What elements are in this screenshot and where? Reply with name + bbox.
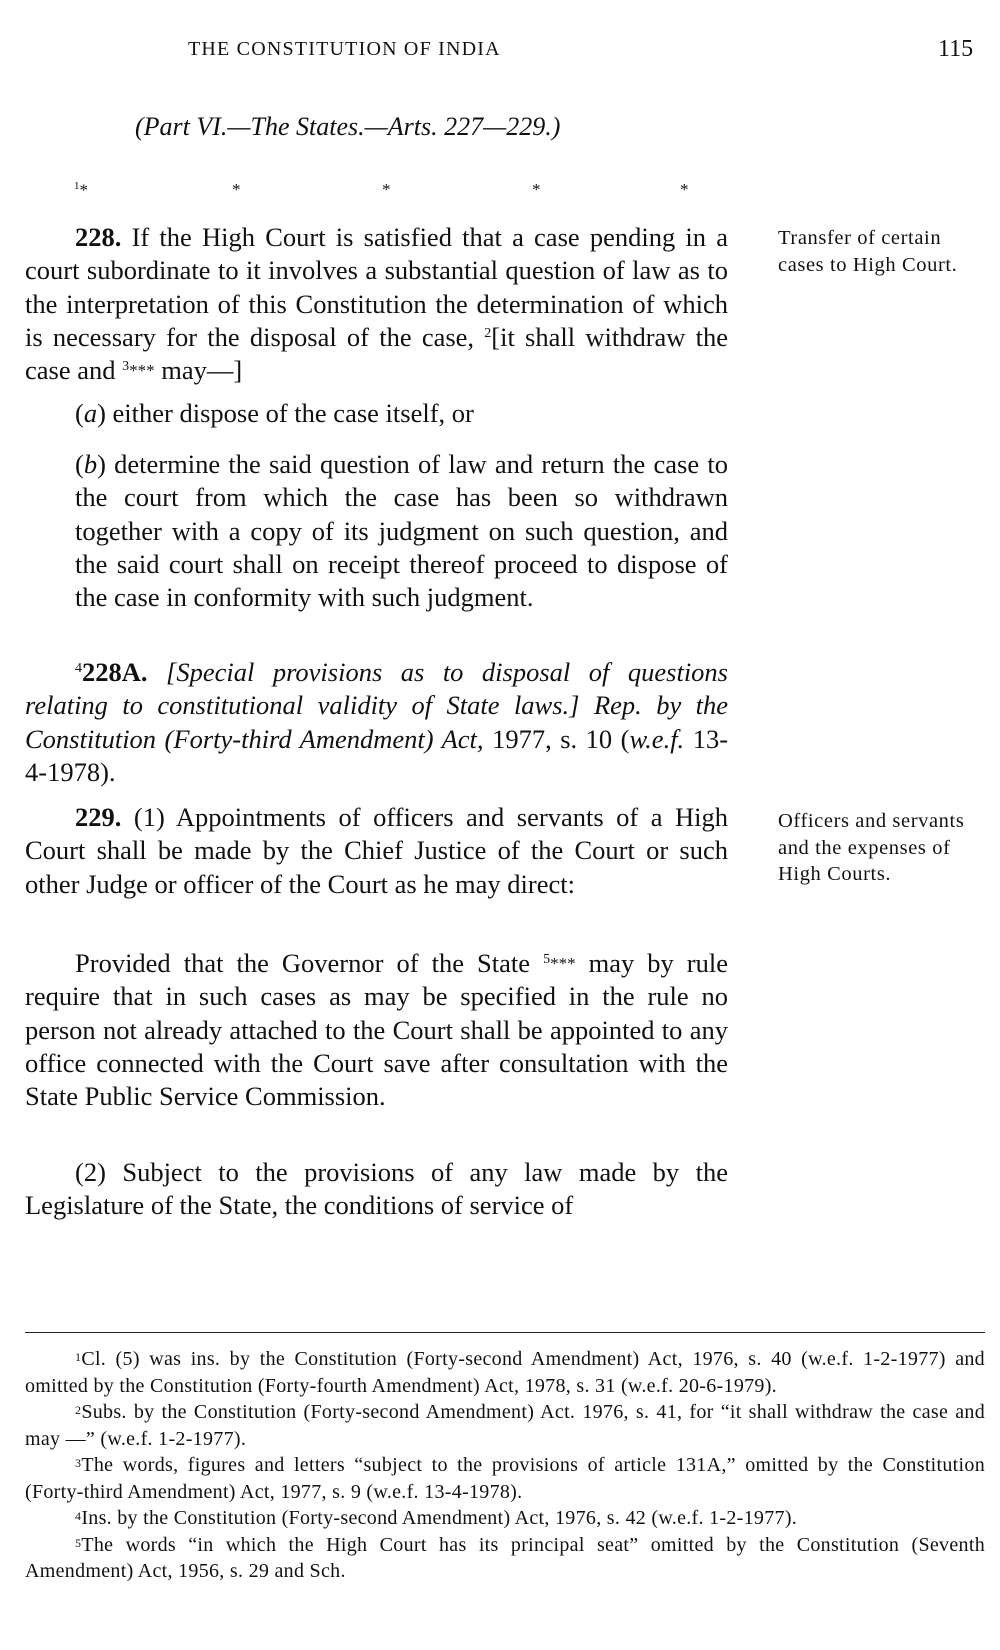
clause-label: a (83, 398, 98, 428)
clause-1-text: (1) Appointments of officers and servants of a High Court shall be made by the Chief Justice of the Court or such other Judge or officer of the Court as he may direct: (25, 802, 729, 899)
article-228a-repeal: Rep. by the Constitution (Forty-third Amendment) Act, (25, 690, 729, 754)
footnote-ref-5: 5 (543, 952, 551, 967)
article-229-clause-1 (25, 801, 728, 901)
wef: w.e.f. (629, 723, 685, 754)
footnote-number: 4 (75, 1509, 82, 1523)
proviso-end: may by rule require that in such cases as may be specified in the rule no person not already attached to the Court shall be appointed to any office connected with the Court save after consultation with the State Public Service Commission. (25, 948, 729, 1112)
footnote-text: The words “in which the High Court has its principal seat” omitted by the Constitution (Seventh Amendment) Act, 1956, s. 29 and Sch. (25, 1533, 985, 1582)
footnote (25, 1532, 985, 1585)
article-228-text: If the High Court is satisfied that a case pending in a court subordinate to it involves a substantial question of law as to the interpretation of this Constitution the determination of which is necessary for the disposal of the case, (25, 222, 728, 352)
star: * (382, 180, 391, 199)
footnote-number: 1 (75, 1350, 82, 1364)
article-228-body (25, 221, 728, 387)
article-229-clause-2 (25, 1156, 728, 1223)
omission-stars (74, 180, 734, 200)
article-228a-body (25, 656, 728, 789)
footnote (25, 1452, 985, 1505)
clause-a-text: (a) either dispose of the case itself, or (75, 398, 474, 428)
footnote-ref-2: 2 (484, 325, 492, 341)
clause-label: b (83, 449, 98, 479)
clause-a (25, 397, 728, 430)
footnote-rule (25, 1332, 985, 1333)
footnote (25, 1399, 985, 1452)
star: * (680, 180, 689, 199)
article-228-end: may—] (161, 355, 243, 386)
footnotes (25, 1346, 985, 1585)
footnote-text: Subs. by the Constitution (Forty-second Amendment) Act. 1976, s. 41, for “it shall withdraw the case and may —” (w.e.f. 1-2-1977). (25, 1401, 985, 1450)
star: * (79, 180, 88, 200)
clause-b (25, 448, 728, 614)
article-228a-date: 13-4-1978). (25, 723, 729, 787)
margin-note-229: Officers and servants and the expenses of High Courts. (778, 810, 965, 885)
proviso-start: Provided that the Governor of the State (75, 948, 531, 978)
star: * (232, 180, 241, 199)
proviso-text (25, 947, 728, 1113)
article-number: 229. (75, 802, 122, 832)
margin-note-228: Transfer of certain cases to High Court. (778, 227, 958, 276)
article-228a (25, 656, 728, 789)
clause-2-text: (2) Subject to the provisions of any law made by the Legislature of the State, the conditions of service of (25, 1157, 728, 1221)
footnote-text: Ins. by the Constitution (Forty-second Amendment) Act, 1976, s. 42 (w.e.f. 1-2-1977). (81, 1507, 798, 1529)
footnote (25, 1346, 985, 1399)
page-number: 115 (938, 36, 974, 62)
footnote-ref-1: 1 (74, 180, 80, 192)
article-228 (25, 221, 728, 387)
omission-stars-inline: *** (129, 361, 155, 381)
footnote-number: 2 (75, 1403, 82, 1417)
article-228a-heading: [Special provisions as to disposal of questions relating to constitutional validity of State laws.] (25, 657, 728, 721)
footnote-text: Cl. (5) was ins. by the Constitution (Forty-second Amendment) Act, 1976, s. 40 (w.e.f. 1-2-1977) and omitted by the Constitution (Forty-fourth Amendment) Act, 1978, s. 31 (w.e.f. 20-6-1979). (25, 1348, 985, 1397)
article-number: 228. (75, 222, 122, 252)
footnote-ref-3: 3 (122, 359, 130, 375)
clause-a-body: either dispose of the case itself, or (112, 398, 474, 428)
part-heading-text: (Part VI.—The States.—Arts. 227—229.) (135, 112, 561, 141)
article-number: 228A. (82, 657, 148, 687)
footnote-text: The words, figures and letters “subject to the provisions of article 131A,” omitted by the Constitution (Forty-third Amendment) Act, 1977, s. 9 (w.e.f. 13-4-1978). (25, 1454, 985, 1503)
footnote-ref-4: 4 (75, 661, 82, 676)
omission-first (74, 180, 88, 201)
article-228-substituted: [it shall withdraw the case and (25, 321, 729, 386)
clause-b-text: (b) determine the said question of law and return the case to the court from which the case has been so withdrawn together with a copy of its judgment on such question, and the said court shall on receipt thereof proceed to dispose of the case in conformity with such judgment. (75, 449, 728, 613)
running-title: THE CONSTITUTION OF INDIA (188, 38, 501, 60)
footnote-number: 5 (75, 1535, 82, 1550)
part-heading (135, 112, 560, 142)
omission-stars-inline: *** (550, 954, 576, 973)
article-228a-year: 1977, s. 10 ( (492, 723, 630, 754)
footnote (25, 1505, 985, 1532)
clause-b-body: determine the said question of law and return the case to the court from which the case has been so withdrawn together with a copy of its judgment on such question, and the said court shall on receipt thereof proceed to dispose of the case in conformity with such judgment. (75, 449, 728, 613)
footnote-number: 3 (75, 1456, 82, 1470)
article-229-proviso (25, 947, 728, 1113)
star: * (532, 180, 541, 199)
article-229 (25, 801, 728, 901)
